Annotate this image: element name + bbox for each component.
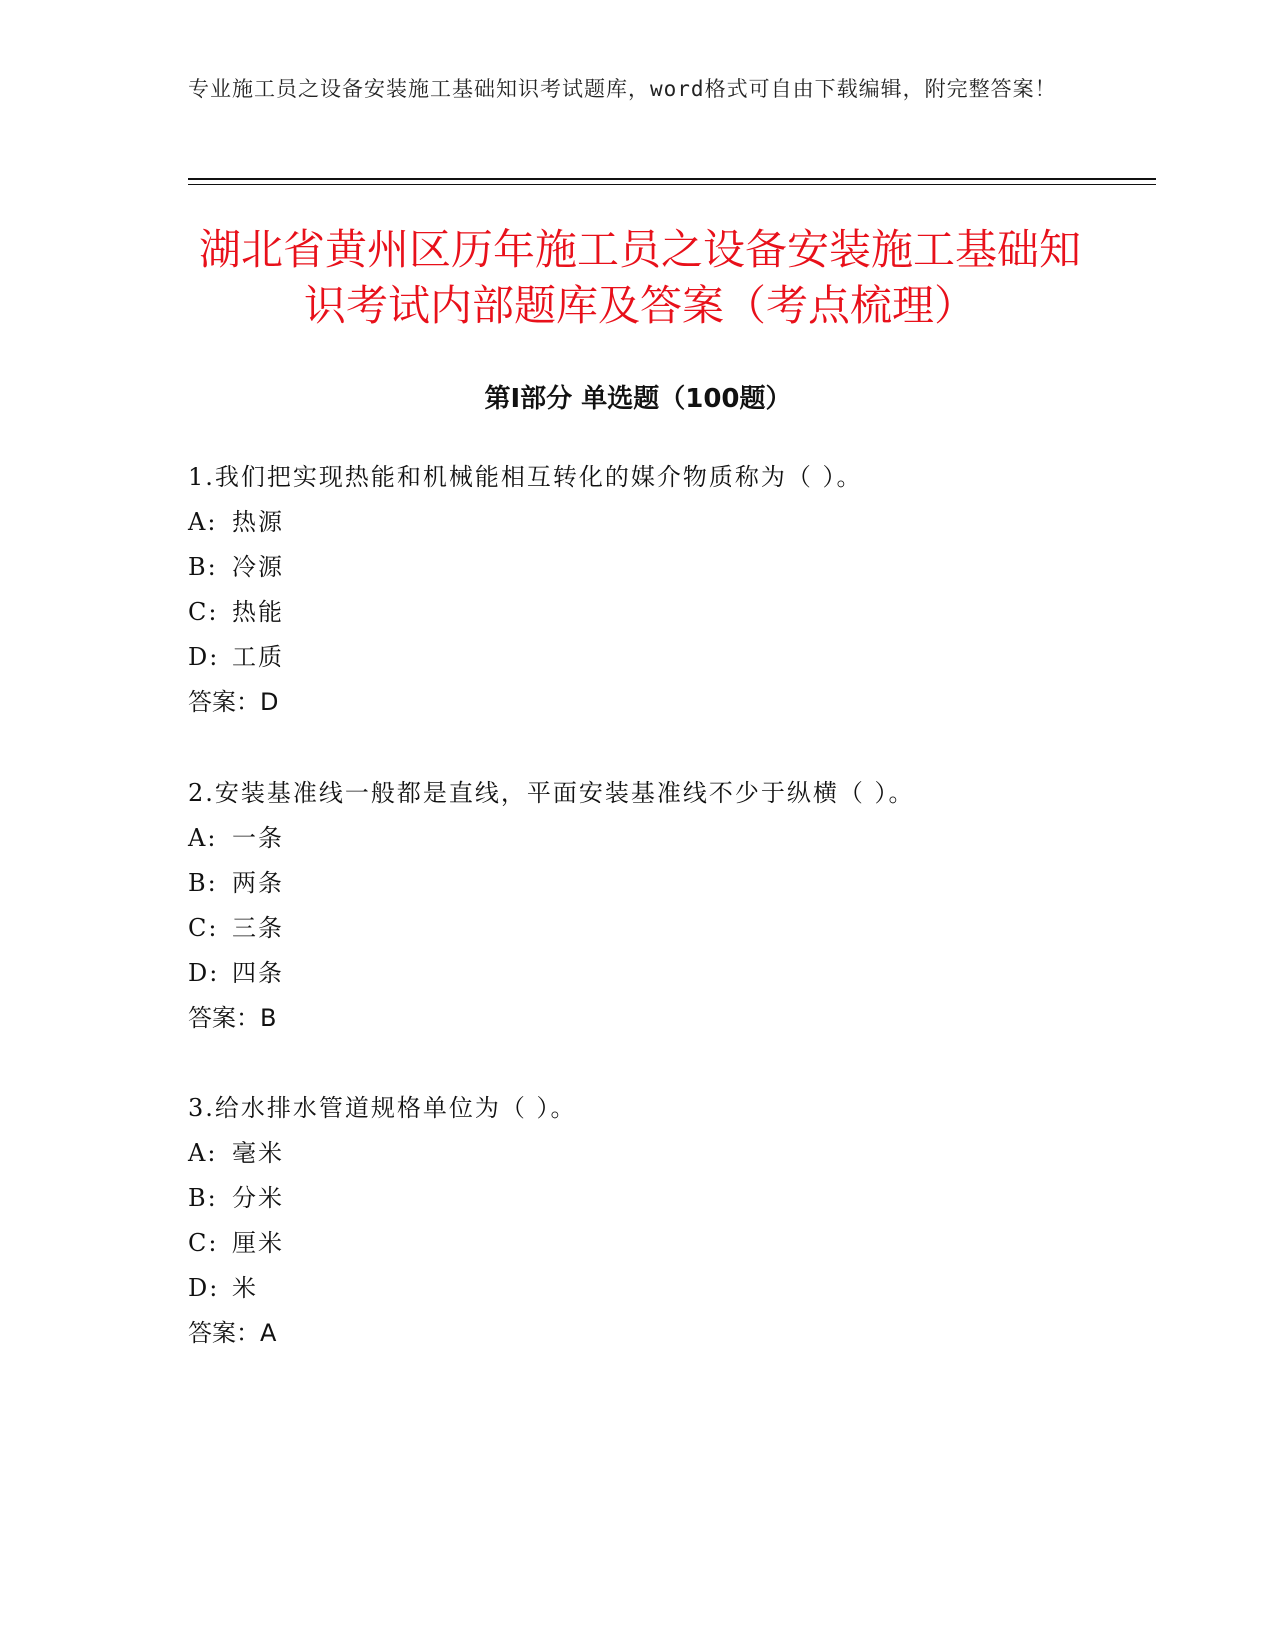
option-letter: A: <box>188 824 218 852</box>
option-a <box>188 823 1148 853</box>
option-text: 两条 <box>232 869 284 897</box>
option-b <box>188 1183 1148 1213</box>
option-d <box>188 1273 1148 1303</box>
option-c <box>188 1228 1148 1258</box>
option-letter: C: <box>188 914 219 942</box>
option-letter: B: <box>188 869 218 897</box>
option-a <box>188 1138 1148 1168</box>
header-note: 专业施工员之设备安装施工基础知识考试题库，word格式可自由下载编辑，附完整答案！ <box>188 77 1057 101</box>
option-letter: A: <box>188 1139 218 1167</box>
option-letter: D: <box>188 643 220 671</box>
option-b <box>188 552 1148 582</box>
question-stem: 1.我们把实现热能和机械能相互转化的媒介物质称为（ ）。 <box>188 463 863 491</box>
option-letter: B: <box>188 553 218 581</box>
option-text: 三条 <box>232 914 284 942</box>
header-rule-thin <box>188 184 1156 185</box>
option-b <box>188 868 1148 898</box>
answer-line: 答案：D <box>188 688 279 716</box>
option-text: 工质 <box>232 643 284 671</box>
option-text: 分米 <box>232 1184 284 1212</box>
option-letter: D: <box>188 959 220 987</box>
option-text: 热能 <box>232 598 284 626</box>
answer-line: 答案：B <box>188 1004 277 1032</box>
option-letter: C: <box>188 598 219 626</box>
question-3 <box>188 1093 1148 1348</box>
option-text: 一条 <box>232 824 284 852</box>
option-d <box>188 642 1148 672</box>
option-a <box>188 507 1148 537</box>
question-stem: 3.给水排水管道规格单位为（ ）。 <box>188 1094 577 1122</box>
option-letter: D: <box>188 1274 220 1302</box>
option-c <box>188 913 1148 943</box>
option-letter: C: <box>188 1229 219 1257</box>
option-text: 四条 <box>232 959 284 987</box>
option-text: 厘米 <box>232 1229 284 1257</box>
option-text: 冷源 <box>232 553 284 581</box>
header-rule-thick <box>188 178 1156 180</box>
option-d <box>188 958 1148 988</box>
section-title: 第Ⅰ部分 单选题（100题） <box>484 384 792 414</box>
option-letter: B: <box>188 1184 218 1212</box>
option-text: 热源 <box>232 508 284 536</box>
option-text: 米 <box>232 1274 258 1302</box>
document-title: 湖北省黄州区历年施工员之设备安装施工基础知识考试内部题库及答案（考点梳理） <box>198 225 1081 330</box>
answer-line: 答案：A <box>188 1319 277 1347</box>
question-2 <box>188 778 1148 1033</box>
question-1 <box>188 462 1148 717</box>
question-stem: 2.安装基准线一般都是直线，平面安装基准线不少于纵横（ ）。 <box>188 779 915 807</box>
option-c <box>188 597 1148 627</box>
option-letter: A: <box>188 508 218 536</box>
option-text: 毫米 <box>232 1139 284 1167</box>
